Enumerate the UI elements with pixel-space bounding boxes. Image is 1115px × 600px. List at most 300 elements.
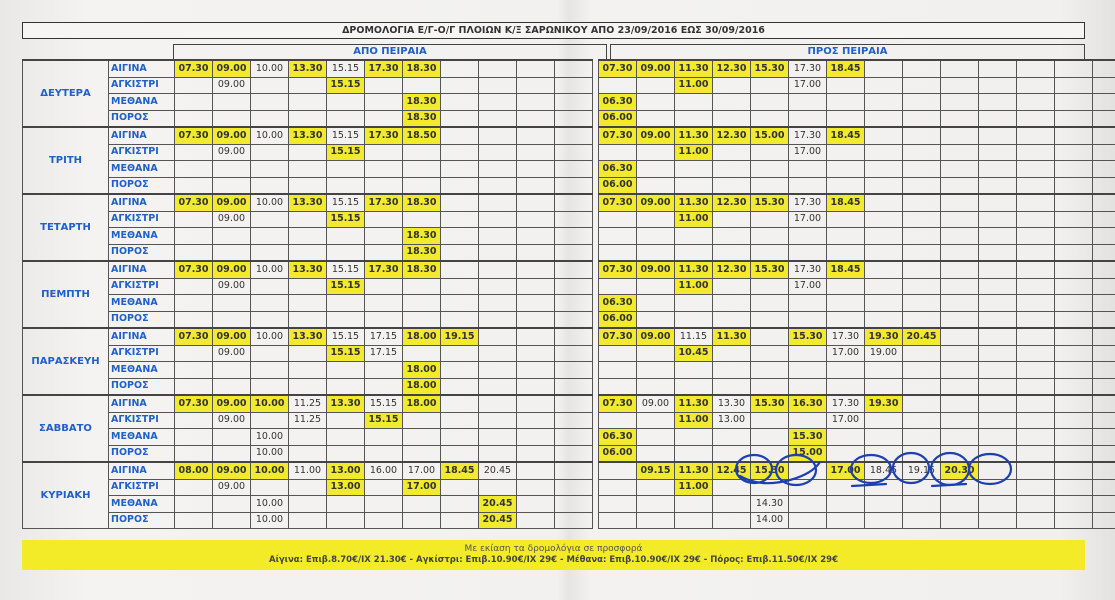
- schedule-row: [23, 60, 1115, 77]
- to-departure-cell: [1093, 378, 1115, 395]
- schedule-body: [23, 60, 1115, 529]
- port-label: ΑΓΚΙΣΤΡΙ: [109, 345, 175, 362]
- to-departure-cell: [979, 228, 1017, 245]
- to-departure-cell: [599, 462, 637, 479]
- schedule-row: [23, 378, 1115, 395]
- to-departure-cell: 17.00: [827, 345, 865, 362]
- port-label: ΑΓΚΙΣΤΡΙ: [109, 278, 175, 295]
- from-departure-cell: 18.00: [403, 395, 441, 412]
- to-departure-cell: [865, 94, 903, 111]
- to-departure-cell: 17.00: [827, 412, 865, 429]
- day-label: ΠΑΡΑΣΚΕΥΗ: [23, 328, 109, 395]
- from-departure-cell: [555, 345, 593, 362]
- from-departure-cell: [213, 94, 251, 111]
- from-departure-cell: [517, 261, 555, 278]
- to-departure-cell: [675, 161, 713, 178]
- to-departure-cell: 11.30: [713, 328, 751, 345]
- from-departure-cell: [327, 496, 365, 513]
- to-departure-cell: 15.00: [789, 445, 827, 462]
- to-departure-cell: [637, 211, 675, 228]
- from-departure-cell: 17.30: [365, 60, 403, 77]
- to-departure-cell: [599, 362, 637, 379]
- to-departure-cell: [713, 295, 751, 312]
- to-departure-cell: [903, 244, 941, 261]
- to-departure-cell: [979, 462, 1017, 479]
- to-departure-cell: [1055, 362, 1093, 379]
- port-label: ΑΓΚΙΣΤΡΙ: [109, 144, 175, 161]
- to-departure-cell: 18.45: [827, 261, 865, 278]
- from-departure-cell: [289, 362, 327, 379]
- to-departure-cell: 06.30: [599, 429, 637, 446]
- to-departure-cell: 12.30: [713, 60, 751, 77]
- from-departure-cell: [479, 395, 517, 412]
- to-departure-cell: 07.30: [599, 194, 637, 211]
- to-departure-cell: [713, 479, 751, 496]
- to-departure-cell: [713, 445, 751, 462]
- from-departure-cell: [175, 295, 213, 312]
- from-departure-cell: 09.00: [213, 328, 251, 345]
- from-departure-cell: [555, 412, 593, 429]
- from-departure-cell: 17.30: [365, 127, 403, 144]
- from-departure-cell: 10.00: [251, 328, 289, 345]
- to-departure-cell: [713, 161, 751, 178]
- from-departure-cell: [175, 228, 213, 245]
- to-departure-cell: 11.00: [675, 412, 713, 429]
- to-departure-cell: [1093, 94, 1115, 111]
- to-departure-cell: [751, 378, 789, 395]
- to-departure-cell: [903, 512, 941, 529]
- to-departure-cell: [751, 94, 789, 111]
- to-departure-cell: [637, 295, 675, 312]
- to-departure-cell: [865, 161, 903, 178]
- to-piraeus-header: ΠΡΟΣ ΠΕΙΡΑΙΑ: [610, 44, 1085, 59]
- from-departure-cell: [479, 60, 517, 77]
- from-departure-cell: 09.00: [213, 77, 251, 94]
- to-departure-cell: [713, 278, 751, 295]
- to-departure-cell: [1093, 60, 1115, 77]
- to-departure-cell: [637, 362, 675, 379]
- from-departure-cell: 10.00: [251, 496, 289, 513]
- from-departure-cell: [289, 110, 327, 127]
- to-departure-cell: [1055, 496, 1093, 513]
- from-departure-cell: [327, 110, 365, 127]
- document-title: ΔΡΟΜΟΛΟΓΙΑ Ε/Γ-Ο/Γ ΠΛΟΙΩΝ Κ/Ξ ΣΑΡΩΝΙΚΟΥ ΑΠΟ 23/09/2016 ΕΩΣ 30/09/2016: [22, 22, 1085, 39]
- from-departure-cell: [175, 496, 213, 513]
- from-departure-cell: 18.50: [403, 127, 441, 144]
- to-departure-cell: [789, 378, 827, 395]
- to-departure-cell: 07.30: [599, 60, 637, 77]
- from-departure-cell: [403, 144, 441, 161]
- schedule-row: [23, 144, 1115, 161]
- to-departure-cell: [1055, 161, 1093, 178]
- to-departure-cell: [1017, 445, 1055, 462]
- to-departure-cell: [637, 378, 675, 395]
- to-departure-cell: [941, 60, 979, 77]
- to-departure-cell: 15.30: [751, 261, 789, 278]
- from-departure-cell: [441, 395, 479, 412]
- to-departure-cell: [713, 244, 751, 261]
- to-departure-cell: [827, 94, 865, 111]
- to-departure-cell: [637, 496, 675, 513]
- to-departure-cell: [675, 244, 713, 261]
- to-departure-cell: [599, 412, 637, 429]
- from-departure-cell: [365, 110, 403, 127]
- to-departure-cell: 18.45: [865, 462, 903, 479]
- from-departure-cell: [327, 94, 365, 111]
- to-departure-cell: [1093, 362, 1115, 379]
- to-departure-cell: [903, 445, 941, 462]
- from-departure-cell: 13.30: [289, 328, 327, 345]
- to-departure-cell: [1055, 194, 1093, 211]
- from-departure-cell: [441, 479, 479, 496]
- to-departure-cell: [713, 144, 751, 161]
- to-departure-cell: 06.30: [599, 161, 637, 178]
- to-departure-cell: [979, 177, 1017, 194]
- from-departure-cell: [289, 479, 327, 496]
- from-departure-cell: [479, 244, 517, 261]
- to-departure-cell: 11.00: [675, 278, 713, 295]
- from-departure-cell: [441, 60, 479, 77]
- to-departure-cell: [827, 378, 865, 395]
- from-departure-cell: [365, 378, 403, 395]
- to-departure-cell: [941, 194, 979, 211]
- to-departure-cell: [865, 496, 903, 513]
- to-departure-cell: [637, 479, 675, 496]
- from-departure-cell: [327, 177, 365, 194]
- schedule-row: [23, 345, 1115, 362]
- to-departure-cell: 12.45: [713, 462, 751, 479]
- from-departure-cell: 10.00: [251, 512, 289, 529]
- schedule-row: [23, 445, 1115, 462]
- to-departure-cell: [751, 211, 789, 228]
- from-departure-cell: [403, 161, 441, 178]
- from-departure-cell: [403, 412, 441, 429]
- from-departure-cell: [251, 311, 289, 328]
- to-departure-cell: [751, 295, 789, 312]
- from-departure-cell: [365, 496, 403, 513]
- from-departure-cell: 18.30: [403, 60, 441, 77]
- from-departure-cell: 07.30: [175, 328, 213, 345]
- port-label: ΑΙΓΙΝΑ: [109, 261, 175, 278]
- from-departure-cell: [479, 311, 517, 328]
- from-departure-cell: [289, 378, 327, 395]
- to-departure-cell: [675, 429, 713, 446]
- to-departure-cell: [1093, 345, 1115, 362]
- from-departure-cell: 17.15: [365, 328, 403, 345]
- port-label: ΠΟΡΟΣ: [109, 244, 175, 261]
- to-departure-cell: [675, 445, 713, 462]
- from-departure-cell: [441, 110, 479, 127]
- to-departure-cell: [1093, 244, 1115, 261]
- to-departure-cell: [979, 378, 1017, 395]
- from-departure-cell: 17.30: [365, 194, 403, 211]
- to-departure-cell: [979, 362, 1017, 379]
- from-departure-cell: [251, 479, 289, 496]
- to-departure-cell: [941, 295, 979, 312]
- to-departure-cell: [789, 462, 827, 479]
- to-departure-cell: [979, 479, 1017, 496]
- to-departure-cell: 13.30: [713, 395, 751, 412]
- from-departure-cell: [251, 244, 289, 261]
- to-departure-cell: 19.30: [865, 395, 903, 412]
- port-label: ΑΙΓΙΝΑ: [109, 462, 175, 479]
- to-departure-cell: 14.00: [751, 512, 789, 529]
- to-departure-cell: [599, 211, 637, 228]
- from-departure-cell: 10.00: [251, 127, 289, 144]
- to-departure-cell: [827, 429, 865, 446]
- to-departure-cell: [599, 496, 637, 513]
- from-departure-cell: [289, 345, 327, 362]
- to-departure-cell: [1093, 295, 1115, 312]
- to-departure-cell: [1055, 177, 1093, 194]
- to-departure-cell: [1093, 462, 1115, 479]
- from-departure-cell: [251, 412, 289, 429]
- to-departure-cell: [1017, 362, 1055, 379]
- from-departure-cell: 09.00: [213, 462, 251, 479]
- to-departure-cell: [713, 378, 751, 395]
- from-departure-cell: [365, 512, 403, 529]
- day-label: ΤΡΙΤΗ: [23, 127, 109, 194]
- from-departure-cell: 15.15: [327, 77, 365, 94]
- to-departure-cell: [941, 328, 979, 345]
- to-departure-cell: [1093, 110, 1115, 127]
- to-departure-cell: [1093, 479, 1115, 496]
- from-departure-cell: [327, 429, 365, 446]
- to-departure-cell: [637, 94, 675, 111]
- to-departure-cell: 09.00: [637, 328, 675, 345]
- schedule-row: [23, 110, 1115, 127]
- to-departure-cell: [865, 362, 903, 379]
- to-departure-cell: [675, 295, 713, 312]
- from-departure-cell: 19.15: [441, 328, 479, 345]
- from-departure-cell: [479, 94, 517, 111]
- to-departure-cell: [903, 211, 941, 228]
- from-departure-cell: [251, 161, 289, 178]
- to-departure-cell: [1055, 512, 1093, 529]
- from-departure-cell: 18.30: [403, 94, 441, 111]
- to-departure-cell: [1017, 512, 1055, 529]
- to-departure-cell: [941, 261, 979, 278]
- from-departure-cell: [517, 177, 555, 194]
- to-departure-cell: [1093, 211, 1115, 228]
- to-departure-cell: 14.30: [751, 496, 789, 513]
- to-departure-cell: 06.30: [599, 295, 637, 312]
- to-departure-cell: [941, 362, 979, 379]
- from-departure-cell: 13.30: [289, 261, 327, 278]
- to-departure-cell: [979, 94, 1017, 111]
- from-departure-cell: [327, 161, 365, 178]
- to-departure-cell: [789, 362, 827, 379]
- to-departure-cell: [941, 228, 979, 245]
- from-departure-cell: [555, 311, 593, 328]
- to-departure-cell: [1017, 261, 1055, 278]
- from-departure-cell: [327, 295, 365, 312]
- port-label: ΜΕΘΑΝΑ: [109, 295, 175, 312]
- to-departure-cell: [1017, 60, 1055, 77]
- to-departure-cell: [789, 161, 827, 178]
- to-departure-cell: [751, 110, 789, 127]
- to-departure-cell: [903, 496, 941, 513]
- to-departure-cell: [1017, 127, 1055, 144]
- to-departure-cell: 17.30: [789, 194, 827, 211]
- to-departure-cell: [941, 278, 979, 295]
- from-departure-cell: [517, 512, 555, 529]
- to-departure-cell: 11.30: [675, 127, 713, 144]
- to-departure-cell: [751, 161, 789, 178]
- to-departure-cell: [751, 479, 789, 496]
- from-departure-cell: 15.15: [327, 261, 365, 278]
- to-departure-cell: [903, 127, 941, 144]
- to-departure-cell: [751, 244, 789, 261]
- from-departure-cell: [365, 177, 403, 194]
- to-departure-cell: [865, 479, 903, 496]
- from-departure-cell: [365, 228, 403, 245]
- from-departure-cell: [175, 144, 213, 161]
- to-departure-cell: 15.30: [789, 328, 827, 345]
- schedule-row: [23, 211, 1115, 228]
- to-departure-cell: [1055, 244, 1093, 261]
- to-departure-cell: 11.30: [675, 462, 713, 479]
- from-departure-cell: 17.00: [403, 462, 441, 479]
- from-departure-cell: 15.15: [327, 345, 365, 362]
- to-departure-cell: [713, 211, 751, 228]
- from-departure-cell: [403, 177, 441, 194]
- to-departure-cell: [1055, 328, 1093, 345]
- to-departure-cell: 15.30: [751, 60, 789, 77]
- from-departure-cell: [251, 177, 289, 194]
- to-departure-cell: [979, 295, 1017, 312]
- to-departure-cell: 09.00: [637, 194, 675, 211]
- from-departure-cell: 15.15: [327, 127, 365, 144]
- from-departure-cell: [441, 429, 479, 446]
- from-departure-cell: [403, 295, 441, 312]
- to-departure-cell: [827, 362, 865, 379]
- from-departure-cell: 11.25: [289, 395, 327, 412]
- to-departure-cell: 06.00: [599, 177, 637, 194]
- to-departure-cell: [903, 429, 941, 446]
- to-departure-cell: [903, 311, 941, 328]
- to-departure-cell: [713, 512, 751, 529]
- to-departure-cell: [1055, 295, 1093, 312]
- from-departure-cell: [175, 445, 213, 462]
- from-departure-cell: [517, 378, 555, 395]
- to-departure-cell: [675, 94, 713, 111]
- from-departure-cell: [289, 512, 327, 529]
- to-departure-cell: [1055, 445, 1093, 462]
- from-departure-cell: 18.00: [403, 328, 441, 345]
- from-departure-cell: 10.00: [251, 445, 289, 462]
- to-departure-cell: [1017, 462, 1055, 479]
- to-departure-cell: [1055, 144, 1093, 161]
- from-departure-cell: [289, 278, 327, 295]
- to-departure-cell: [1017, 161, 1055, 178]
- to-departure-cell: [751, 328, 789, 345]
- to-departure-cell: 20.30: [941, 462, 979, 479]
- to-departure-cell: 11.15: [675, 328, 713, 345]
- from-departure-cell: [403, 512, 441, 529]
- from-departure-cell: [555, 177, 593, 194]
- footer-prices: Αίγινα: Επιβ.8.70€/ΙΧ 21.30€ - Αγκίστρι: Επιβ.10.90€/ΙΧ 29€ - Μέθανα: Επιβ.10.90€/ΙΧ 29€ - Πόρος: Επιβ.11.50€/ΙΧ 29€: [268, 555, 839, 565]
- from-departure-cell: [175, 177, 213, 194]
- from-departure-cell: [327, 412, 365, 429]
- from-departure-cell: 20.45: [479, 512, 517, 529]
- from-departure-cell: [517, 328, 555, 345]
- from-departure-cell: [555, 328, 593, 345]
- from-departure-cell: [175, 211, 213, 228]
- from-departure-cell: [517, 194, 555, 211]
- from-departure-cell: [327, 244, 365, 261]
- from-departure-cell: [441, 161, 479, 178]
- port-label: ΜΕΘΑΝΑ: [109, 362, 175, 379]
- from-departure-cell: 09.00: [213, 144, 251, 161]
- to-departure-cell: [751, 429, 789, 446]
- from-departure-cell: [289, 94, 327, 111]
- from-departure-cell: [327, 512, 365, 529]
- to-departure-cell: [903, 144, 941, 161]
- to-departure-cell: 10.45: [675, 345, 713, 362]
- from-departure-cell: [365, 295, 403, 312]
- to-departure-cell: [865, 278, 903, 295]
- schedule-row: [23, 194, 1115, 211]
- from-departure-cell: [365, 77, 403, 94]
- from-departure-cell: [479, 345, 517, 362]
- to-departure-cell: [903, 228, 941, 245]
- to-departure-cell: [713, 77, 751, 94]
- to-departure-cell: [941, 311, 979, 328]
- to-departure-cell: 11.30: [675, 60, 713, 77]
- from-departure-cell: [213, 362, 251, 379]
- to-departure-cell: [865, 177, 903, 194]
- from-departure-cell: 11.25: [289, 412, 327, 429]
- from-departure-cell: [517, 211, 555, 228]
- from-departure-cell: [175, 244, 213, 261]
- port-label: ΠΟΡΟΣ: [109, 311, 175, 328]
- schedule-row: [23, 295, 1115, 312]
- to-departure-cell: 09.00: [637, 60, 675, 77]
- from-departure-cell: [251, 295, 289, 312]
- to-departure-cell: [941, 161, 979, 178]
- port-label: ΠΟΡΟΣ: [109, 110, 175, 127]
- from-departure-cell: [365, 94, 403, 111]
- to-departure-cell: [599, 244, 637, 261]
- to-departure-cell: [675, 378, 713, 395]
- from-departure-cell: [175, 429, 213, 446]
- to-departure-cell: [789, 345, 827, 362]
- to-departure-cell: [599, 378, 637, 395]
- from-departure-cell: [479, 412, 517, 429]
- to-departure-cell: [941, 378, 979, 395]
- from-departure-cell: [441, 311, 479, 328]
- to-departure-cell: [1017, 77, 1055, 94]
- from-departure-cell: 16.00: [365, 462, 403, 479]
- from-departure-cell: [517, 395, 555, 412]
- port-label: ΑΓΚΙΣΤΡΙ: [109, 412, 175, 429]
- to-departure-cell: [1055, 378, 1093, 395]
- to-departure-cell: [903, 295, 941, 312]
- to-departure-cell: [903, 362, 941, 379]
- from-departure-cell: 18.30: [403, 110, 441, 127]
- to-departure-cell: [675, 512, 713, 529]
- to-departure-cell: [1093, 512, 1115, 529]
- to-departure-cell: [865, 60, 903, 77]
- to-departure-cell: [1093, 177, 1115, 194]
- to-departure-cell: [1017, 94, 1055, 111]
- to-departure-cell: 17.30: [827, 395, 865, 412]
- to-departure-cell: [1055, 261, 1093, 278]
- from-departure-cell: [213, 496, 251, 513]
- from-departure-cell: [175, 161, 213, 178]
- to-departure-cell: [789, 177, 827, 194]
